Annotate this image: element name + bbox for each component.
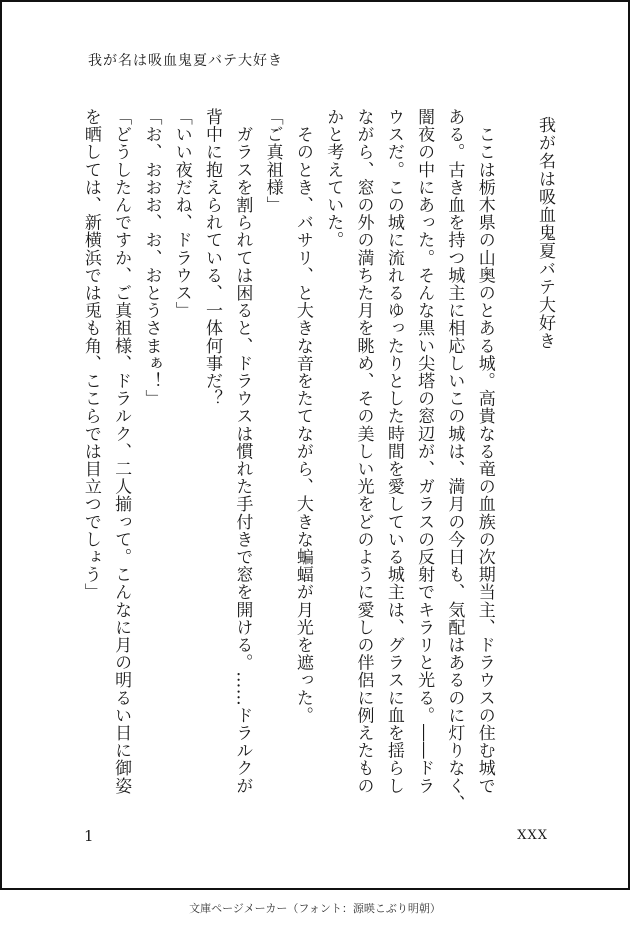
story-title: 我が名は吸血鬼夏バテ大好き — [535, 116, 555, 350]
text-line: を晒しては、新横浜では兎も角、ここらでは目立つでしょう」 — [80, 108, 101, 601]
text-line: 背中に抱えられている、一体何事だ？ — [202, 108, 223, 408]
corner-mark: XXX — [517, 828, 548, 843]
text-line: ウスだ。この城に流れるゆったりとした時間を愛している城主は、グラスに血を揺らし — [383, 108, 404, 795]
text-line: 「ご真祖様」 — [262, 108, 283, 214]
text-line: そのとき、バサリ、と大きな音をたてながら、大きな蝙蝠が月光を遮った。 — [292, 108, 313, 724]
vertical-body-text — [76, 108, 560, 812]
text-line: 「お、おおお、お、おとうさまぁ！」 — [141, 108, 162, 408]
page-number: 1 — [84, 827, 94, 845]
text-line: かと考えていた。 — [323, 108, 344, 249]
text-line: ここは栃木県の山奥のとある城。高貴なる竜の血族の次期当主、ドラウスの住む城で — [474, 108, 495, 795]
text-line: ある。古き血を持つ城主に相応しいこの城は、満月の今日も、気配はあるのに灯りなく、 — [444, 108, 465, 812]
text-line: 闇夜の中にあった。そんな黒い尖塔の窓辺が、ガラスの反射でキラリと光る。――ドラ — [414, 108, 435, 795]
text-line: 「どうしたんですか、ご真祖様、ドラルク、二人揃って。こんなに月の明るい日に御姿 — [111, 108, 132, 795]
text-line: ガラスを割られては困ると、ドラウスは慣れた手付きで窓を開ける。……ドラルクが — [232, 108, 253, 795]
running-header: 我が名は吸血鬼夏バテ大好き — [88, 53, 283, 69]
text-line: 「いい夜だね、ドラウス」 — [171, 108, 192, 320]
text-line: ながら、窓の外の満ちた月を眺め、その美しい光をどのように愛しの伴侶に例えたもの — [353, 108, 374, 795]
footer-caption: 文庫ページメーカー（フォント：源暎こぶり明朝） — [189, 902, 441, 915]
